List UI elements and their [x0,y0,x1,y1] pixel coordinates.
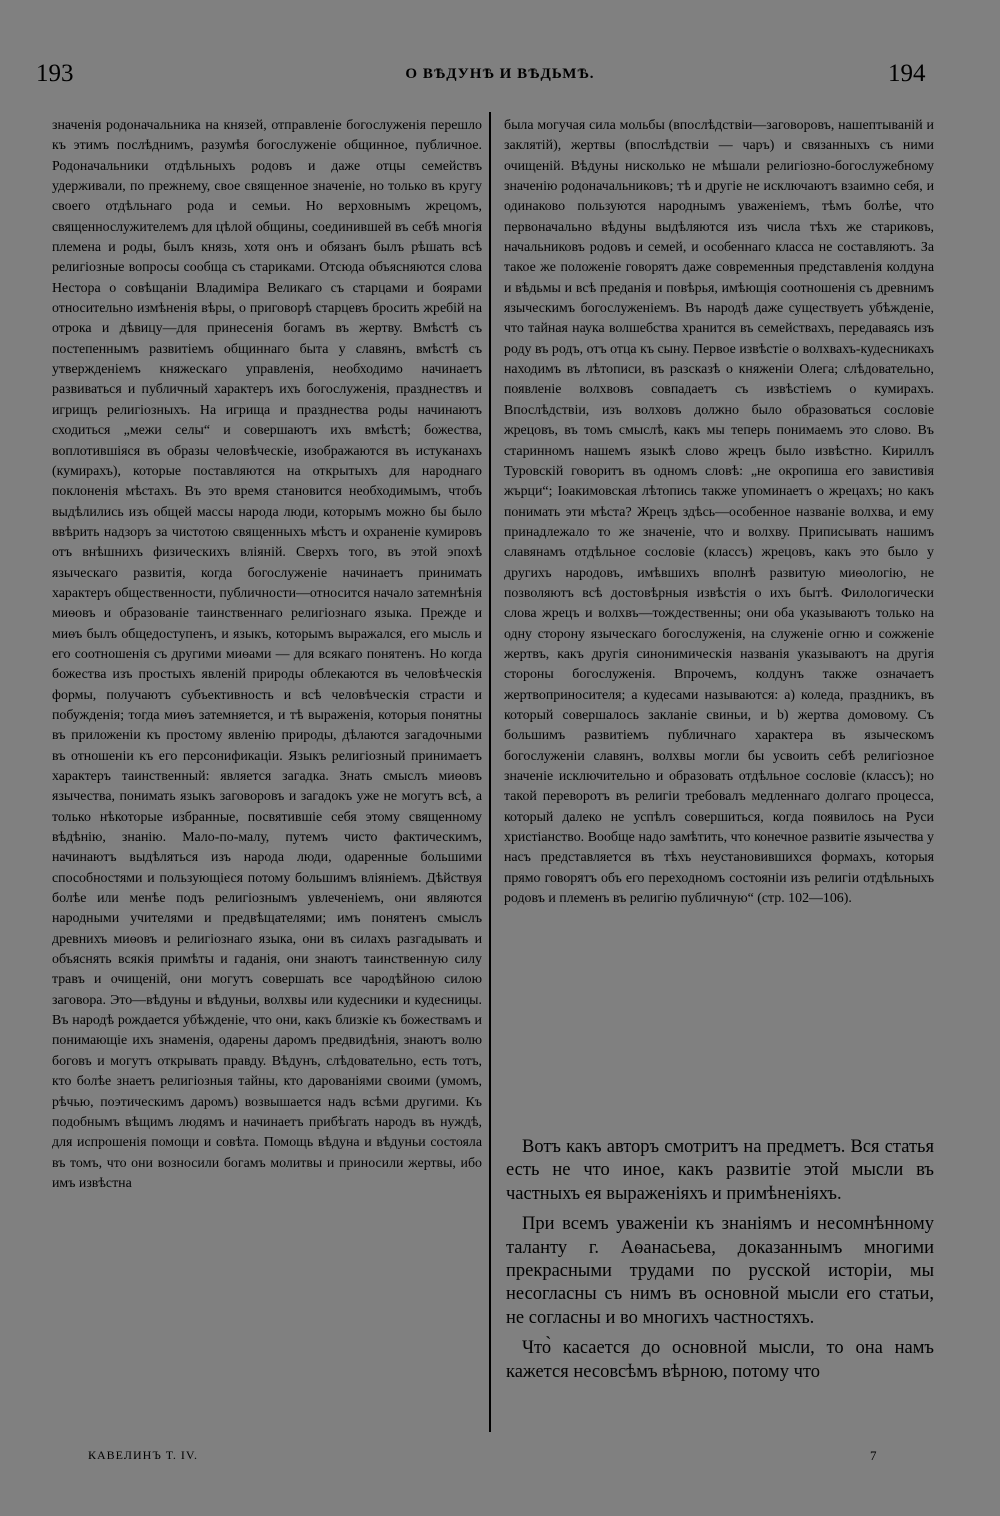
left-column-text: значенія родоначальника на князей, отправленіе богослуженія перешло къ этимъ послѣднимъ, разумѣя богослуженіе общинное, публичное. Родоначальники отдѣльныхъ родовъ и даже отцы семействъ удерживали, по прежнему, свое священное значеніе, но только въ кругу своего отдѣльнаго рода и семьи. Но верховнымъ жрецомъ, священнослужителемъ для цѣлой общины, соединившей въ себѣ многія племена и роды, былъ князь, хотя онъ и обязанъ былъ рѣшать всѣ религіозные вопросы сообща съ стариками. Отсюда объясняются слова Нестора о совѣщаніи Владиміра Великаго съ старцами и боярами относительно измѣненія вѣры, о приговорѣ старцевъ бросить жребій на отрока и дѣвицу—для принесенія богамъ въ жертву. Вмѣстѣ съ постепеннымъ развитіемъ общиннаго быта у славянъ, вмѣстѣ съ утвержденіемъ княжескаго управленія, необходимо начинаетъ развиваться и публичный характеръ ихъ богослуженія, празднествъ и игрищъ религіозныхъ. На игрища и празднества роды начинаютъ сходиться „межи селы“ и совершаютъ ихъ вмѣстѣ; божества, воплотившіяся въ образы человѣческіе, изображаются въ истуканахъ (кумирахъ), которые поставляются на открытыхъ для народнаго поклоненія мѣстахъ. Въ это время становится необходимымъ, чтобъ выдѣлились изъ общей массы народа люди, которымъ можно бы было ввѣрить надзоръ за чистотою священныхъ мѣстъ и охраненіе кумировъ отъ внѣшнихъ физическихъ вліяній. Сверхъ того, въ этой эпохѣ языческаго развитія, когда богослуженіе начинаетъ принимать характеръ общественности, публичности—относится начало затемнѣнія миѳовъ и образованіе таинственнаго религіознаго языка. Прежде и миѳъ былъ общедоступенъ, и языкъ, которымъ выражался, его мысль и его соотношенія съ другими миѳами — для всякаго понятенъ. Но когда божества изъ простыхъ явленій природы облекаются въ человѣческія формы, получаютъ субъективность и всѣ человѣческія страсти и побужденія; тогда миѳъ затемняется, и тѣ выраженія, которыя понятны въ приложеніи къ простому явленію природы, дѣлаются загадочными въ отношеніи къ его персонификаціи. Языкъ религіозный принимаетъ характеръ таинственный: является загадка. Знать смыслъ миѳовъ язычества, понимать языкъ заговоровъ и загадокъ уже не могутъ всѣ, а только нѣкоторые избранные, посвятившіе себя этому священному вѣдѣнію, знанію. Мало-по-малу, путемъ чисто фактическимъ, начинаютъ выдѣляться изъ народа люди, одаренные большими способностями и пользующіеся потому большимъ вліяніемъ. Дѣйствуя болѣе или менѣе подъ религіознымъ увлеченіемъ, они являются народными учителями и предвѣщателями; имъ понятенъ смыслъ древнихъ миѳовъ и религіознаго языка, они въ силахъ разгадывать и объяснять всякія примѣты и гаданія, они знаютъ таинственную силу травъ и очищеній, они могутъ совершать все чародѣйною силою заговора. Это—вѣдуны и вѣдуньи, волхвы или кудесники и кудесницы. Въ народѣ рождается убѣжденіе, что они, какъ близкіе къ божествамъ и понимающіе ихъ знаменія, одарены даромъ предвидѣнія, знаютъ волю боговъ и могутъ открывать правду. Вѣдунъ, слѣдовательно, есть тотъ, кто болѣе знаетъ религіозныя тайны, кто дарованіями своими (умомъ, рѣчью, поэтическимъ даромъ) возвышается надъ всѣми другими. Къ подобнымъ вѣщимъ людямъ и начинаетъ прибѣгать народъ въ нуждѣ, для испрошенія помощи и совѣта. Помощь вѣдуна и вѣдуньи состояла въ томъ, что они возносили богамъ молитвы и приносили жертвы, ибо имъ извѣстна [52,118,482,1191]
sheet-number: 7 [870,1448,877,1463]
main-paragraph: При всемъ уваженіи къ знаніямъ и несомнѣнному таланту г. Аѳанасьева, доказаннымъ многими прекрасными трудами по русской исторіи, мы несогласны съ нимъ въ основной мысли его статьи, не согласны и во многихъ частностяхъ. [506,1214,934,1328]
main-text [506,1136,934,1384]
page-number-right: 194 [888,60,926,87]
right-column [504,116,934,909]
main-paragraph: Что̀ касается до основной мысли, то она намъ кажется несовсѣмъ вѣрною, потому что [506,1338,934,1382]
main-paragraph: Вотъ какъ авторъ смотритъ на предметъ. Вся статья есть не что иное, какъ развитіе этой мысли въ частныхъ ея выраженіяхъ и примѣненіяхъ. [506,1137,934,1204]
running-title: О ВѢДУНѢ И ВѢДЬМѢ. [405,66,595,82]
right-column-text: была могучая сила мольбы (впослѣдствіи—заговоровъ, нашептываній и заклятій), жертвы (впослѣдствіи — чаръ) и связанныхъ съ ними очищеній. Вѣдуны нисколько не мѣшали религіозно-богослужебному значенію родоначальниковъ; тѣ и другіе не исключаютъ взаимно себя, и одинаково пользуются народнымъ уваженіемъ, тѣмъ болѣе, что первоначально вѣдуны выдѣляются изъ числа тѣхъ же стариковъ, начальниковъ родовъ и семей, и особеннаго класса не составляютъ. За такое же положеніе говорятъ даже современныя представленія колдуна и вѣдьмы и всѣ преданія и повѣрья, имѣющія соотношенія съ древнимъ языческимъ богослуженіемъ. Въ народѣ даже существуетъ убѣжденіе, что тайная наука волшебства хранится въ семействахъ, передаваясь изъ роду въ родъ, отъ отца къ сыну. Первое извѣстіе о волхвахъ-кудесникахъ находимъ въ лѣтописи, въ разсказѣ о княженіи Олега; слѣдовательно, появленіе волхвовъ совпадаетъ съ извѣстіемъ о кумирахъ. Впослѣдствіи, изъ волховъ должно было образоваться сословіе жрецовъ, въ томъ смыслѣ, какъ мы теперь понимаемъ это слово. Въ старинномъ нашемъ языкѣ слово жрецъ было извѣстно. Кириллъ Туровскій говоритъ въ одномъ словѣ: „не окропиша его завистивія жърци“; Іоакимовская лѣтопись также упоминаетъ о жрецахъ; но какъ понимать эти мѣста? Жрецъ здѣсь—особенное названіе волхва, и ему принадлежало то же значеніе, что и волхву. Приписывать нашимъ славянамъ отдѣльное сословіе (классъ) жрецовъ, какъ это было у другихъ народовъ, имѣвшихъ вполнѣ развитую миѳологію, не позволяютъ всѣ достовѣрныя извѣстія о ихъ бытѣ. Филологически слова жрецъ и волхвъ—тождественны; они оба указываютъ только на одну сторону языческаго богослуженія, на служеніе огню и сожженіе жертвъ, какъ другія синонимическія названія указываютъ на другія стороны богослуженія. Впрочемъ, колдунъ также означаетъ жертвоприносителя; а кудесами называются: a) коледа, праздникъ, въ который совершалось закланіе свиньи, и b) жертва домовому. Съ большимъ развитіемъ публичнаго характера въ языческомъ богослуженіи славянъ, волхвы могли бы усвоить себѣ религіозное значеніе исключительно и образовать отдѣльное сословіе (классъ); но такой переворотъ въ религіи требовалъ медленнаго долгаго процесса, который далеко не успѣлъ совершиться, когда появилось на Руси христіанство. Вообще надо замѣтить, что конечное развитіе язычества у насъ представляется въ тѣхъ неустановившихся формахъ, которыя прямо говорятъ объ его переходномъ состояніи изъ религіи отдѣльныхъ родовъ и племенъ въ религію публичную“ (стр. 102—106). [504,118,934,907]
page-footer [0,1448,1000,1468]
left-column [52,116,482,1194]
page-number-left: 193 [36,60,74,87]
page-header [0,60,1000,100]
column-divider [489,112,491,1432]
footer-signature: КАВЕЛИНЪ Т. IV. [88,1448,199,1462]
